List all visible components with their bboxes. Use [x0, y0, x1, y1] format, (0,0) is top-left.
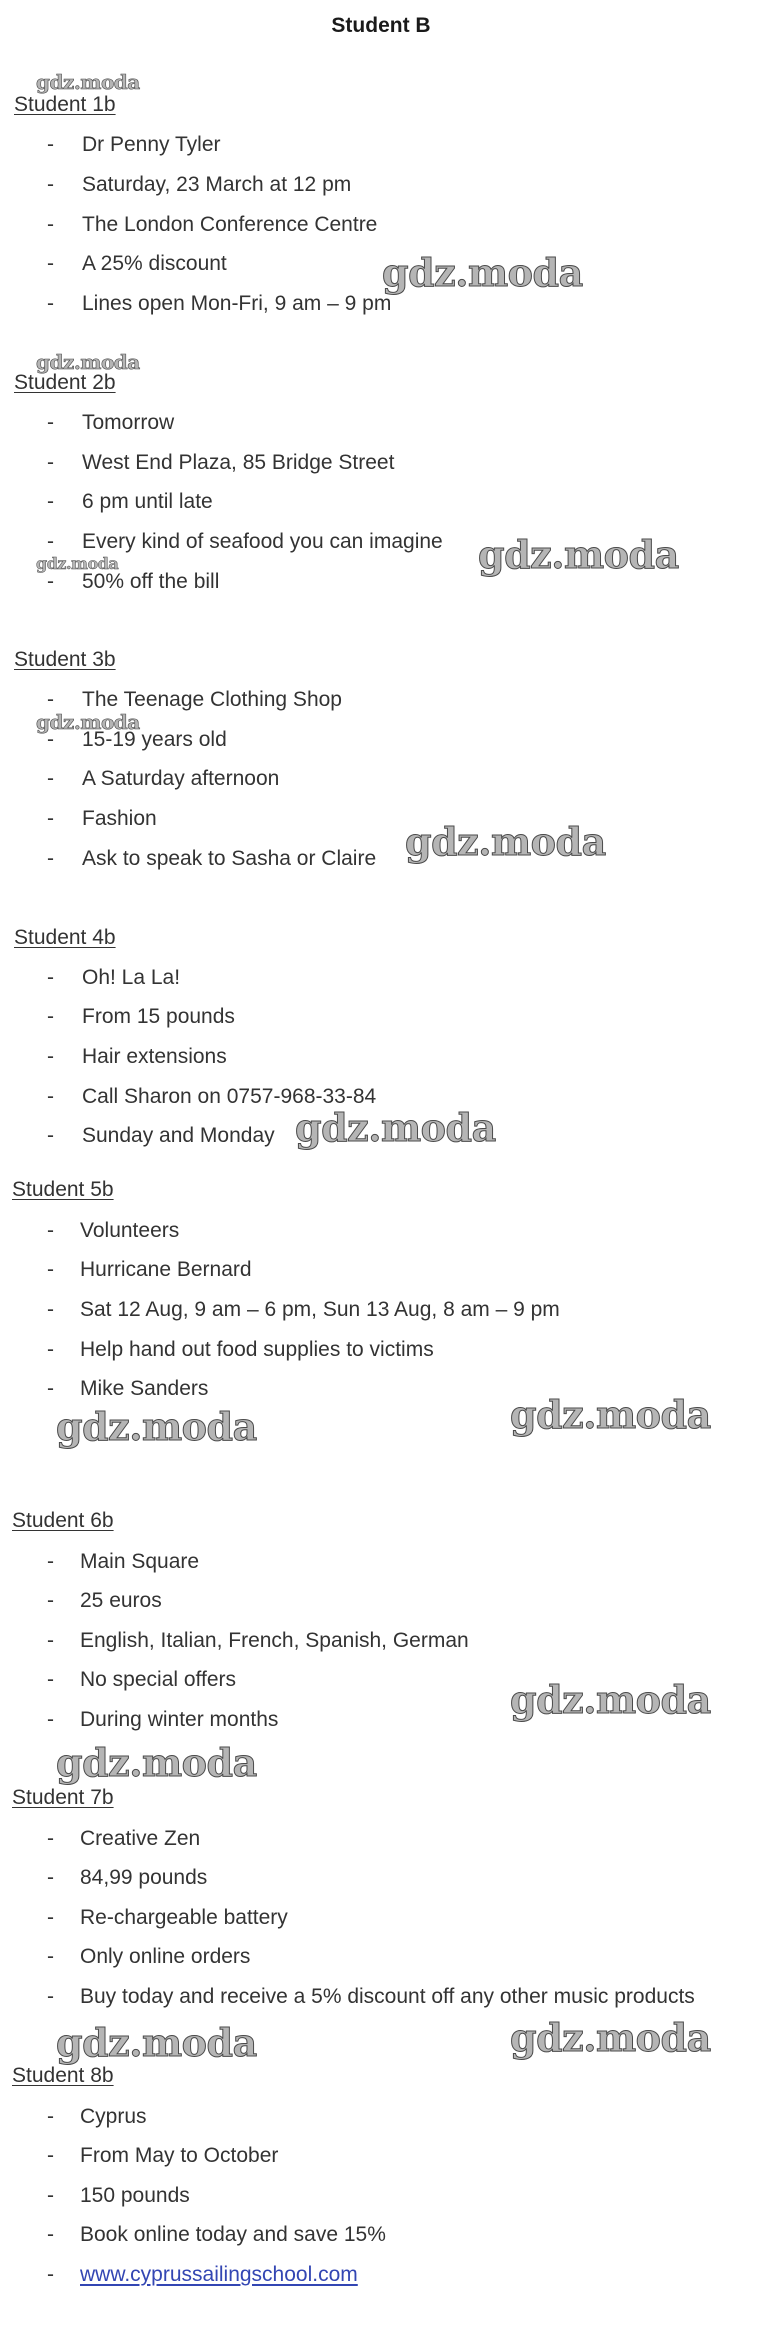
list-item-text: 15-19 years old — [82, 728, 227, 751]
watermark: gdz.moda — [295, 1105, 496, 1150]
list-item-text: Ask to speak to Sasha or Claire — [82, 847, 377, 870]
page-title: Student B — [331, 14, 431, 37]
list-item-text: The Teenage Clothing Shop — [82, 688, 342, 711]
bullet-dash: - — [47, 1589, 54, 1612]
bullet-dash: - — [47, 1338, 54, 1361]
section-heading: Student 8b — [12, 2064, 114, 2087]
list-item — [0, 1121, 762, 1151]
bullet-dash: - — [47, 292, 54, 315]
watermark: gdz.moda — [510, 1392, 711, 1437]
bullet-dash: - — [47, 1906, 54, 1929]
watermark: gdz.moda — [382, 250, 583, 295]
list-item-text: Mike Sanders — [80, 1377, 209, 1400]
bullet-dash: - — [47, 1985, 54, 2008]
list-item — [0, 2141, 762, 2171]
bullet-dash: - — [47, 728, 54, 751]
bullet-dash: - — [47, 1124, 54, 1147]
list-item — [0, 408, 762, 438]
list-item — [0, 804, 762, 834]
list-item — [0, 249, 762, 279]
watermark: gdz.moda — [510, 1677, 711, 1722]
section-heading: Student 3b — [14, 648, 116, 671]
list-item — [0, 1586, 762, 1616]
bullet-dash: - — [47, 966, 54, 989]
list-item-text: Re-chargeable battery — [80, 1906, 288, 1929]
list-item — [0, 1626, 762, 1656]
section-heading: Student 7b — [12, 1786, 114, 1809]
list-item — [0, 2181, 762, 2211]
bullet-dash: - — [47, 2263, 54, 2286]
bullet-dash: - — [47, 133, 54, 156]
bullet-dash: - — [47, 1866, 54, 1889]
list-item — [0, 1082, 762, 1112]
list-item-text: Oh! La La! — [82, 966, 181, 989]
list-item-text: Volunteers — [80, 1219, 180, 1242]
list-item — [0, 210, 762, 240]
bullet-dash: - — [47, 173, 54, 196]
bullet-dash: - — [47, 213, 54, 236]
list-item — [0, 1863, 762, 1893]
list-item-text: West End Plaza, 85 Bridge Street — [82, 451, 395, 474]
list-item — [0, 289, 762, 319]
list-item — [0, 527, 762, 557]
bullet-dash: - — [47, 1827, 54, 1850]
list-item-text: A 25% discount — [82, 252, 227, 275]
list-item-text: The London Conference Centre — [82, 213, 378, 236]
list-item-text: A Saturday afternoon — [82, 767, 280, 790]
bullet-dash: - — [47, 1258, 54, 1281]
list-item — [0, 130, 762, 160]
list-item-text: Sat 12 Aug, 9 am – 6 pm, Sun 13 Aug, 8 am – 9 pm — [80, 1298, 560, 1321]
watermark: gdz.moda — [510, 2015, 711, 2060]
list-item — [0, 1374, 762, 1404]
list-item — [0, 448, 762, 478]
list-item-text: Lines open Mon-Fri, 9 am – 9 pm — [82, 292, 392, 315]
watermark: gdz.moda — [56, 1404, 257, 1449]
list-item-text: Creative Zen — [80, 1827, 201, 1850]
list-item — [0, 725, 762, 755]
list-item-text: English, Italian, French, Spanish, German — [80, 1629, 469, 1652]
watermark: gdz.moda — [478, 532, 679, 577]
bullet-dash: - — [47, 252, 54, 275]
list-item — [0, 1547, 762, 1577]
watermark: gdz.moda — [405, 819, 606, 864]
watermark: gdz.moda — [56, 2020, 257, 2065]
list-item-text: 25 euros — [80, 1589, 162, 1612]
bullet-dash: - — [47, 1085, 54, 1108]
list-item — [0, 2220, 762, 2250]
section-heading: Student 6b — [12, 1509, 114, 1532]
bullet-dash: - — [47, 411, 54, 434]
bullet-dash: - — [47, 570, 54, 593]
list-item — [0, 764, 762, 794]
list-item-text: Only online orders — [80, 1945, 251, 1968]
list-item-text: Cyprus — [80, 2105, 147, 2128]
bullet-dash: - — [47, 490, 54, 513]
section-heading: Student 5b — [12, 1178, 114, 1201]
list-item-text: Buy today and receive a 5% discount off any other music products — [80, 1985, 695, 2008]
list-item-text: 50% off the bill — [82, 570, 220, 593]
list-item-text: During winter months — [80, 1708, 279, 1731]
list-item-text: Saturday, 23 March at 12 pm — [82, 173, 352, 196]
bullet-dash: - — [47, 767, 54, 790]
list-item — [0, 487, 762, 517]
list-item-text: 84,99 pounds — [80, 1866, 208, 1889]
list-item-text: Hurricane Bernard — [80, 1258, 252, 1281]
bullet-dash: - — [47, 1045, 54, 1068]
list-item-text: Call Sharon on 0757-968-33-84 — [82, 1085, 377, 1108]
bullet-dash: - — [47, 2223, 54, 2246]
list-item — [0, 963, 762, 993]
list-item-text: Hair extensions — [82, 1045, 227, 1068]
list-item-text: Sunday and Monday — [82, 1124, 275, 1147]
list-item — [0, 1216, 762, 1246]
watermark: gdz.moda — [36, 350, 140, 374]
watermark: gdz.moda — [36, 710, 140, 734]
list-item — [0, 1903, 762, 1933]
bullet-dash: - — [47, 1668, 54, 1691]
list-item — [0, 844, 762, 874]
list-item — [0, 1335, 762, 1365]
list-item-text: Book online today and save 15% — [80, 2223, 386, 2246]
list-item — [0, 1824, 762, 1854]
bullet-dash: - — [47, 807, 54, 830]
list-item — [0, 1982, 762, 2012]
list-item — [0, 685, 762, 715]
watermark: gdz.moda — [56, 1740, 257, 1785]
list-item-text: Dr Penny Tyler — [82, 133, 221, 156]
list-item-text: From 15 pounds — [82, 1005, 235, 1028]
bullet-dash: - — [47, 530, 54, 553]
bullet-dash: - — [47, 1377, 54, 1400]
bullet-dash: - — [47, 2144, 54, 2167]
section-heading: Student 4b — [14, 926, 116, 949]
section-heading: Student 2b — [14, 371, 116, 394]
bullet-dash: - — [47, 688, 54, 711]
list-item-text: Fashion — [82, 807, 157, 830]
list-item — [0, 2102, 762, 2132]
bullet-dash: - — [47, 2105, 54, 2128]
list-item-text: Every kind of seafood you can imagine — [82, 530, 443, 553]
watermark: gdz.moda — [36, 554, 119, 573]
bullet-dash: - — [47, 1945, 54, 1968]
bullet-dash: - — [47, 1550, 54, 1573]
website-link[interactable]: www.cyprussailingschool.com — [80, 2263, 358, 2286]
list-item-text: Help hand out food supplies to victims — [80, 1338, 434, 1361]
bullet-dash: - — [47, 1629, 54, 1652]
list-item — [0, 1705, 762, 1735]
list-item — [0, 1002, 762, 1032]
list-item — [0, 1295, 762, 1325]
bullet-dash: - — [47, 451, 54, 474]
list-item-text: 6 pm until late — [82, 490, 213, 513]
list-item-text: Tomorrow — [82, 411, 175, 434]
bullet-dash: - — [47, 1708, 54, 1731]
watermark: gdz.moda — [36, 70, 140, 94]
bullet-dash: - — [47, 2184, 54, 2207]
list-item — [0, 170, 762, 200]
list-item — [0, 1942, 762, 1972]
list-item-text: No special offers — [80, 1668, 237, 1691]
list-item-text: From May to October — [80, 2144, 279, 2167]
list-item — [0, 1255, 762, 1285]
list-item — [0, 2260, 762, 2290]
list-item — [0, 567, 762, 597]
list-item — [0, 1042, 762, 1072]
section-heading: Student 1b — [14, 93, 116, 116]
bullet-dash: - — [47, 847, 54, 870]
bullet-dash: - — [47, 1298, 54, 1321]
list-item — [0, 1665, 762, 1695]
list-item-text: Main Square — [80, 1550, 200, 1573]
bullet-dash: - — [47, 1005, 54, 1028]
bullet-dash: - — [47, 1219, 54, 1242]
list-item-text: 150 pounds — [80, 2184, 190, 2207]
